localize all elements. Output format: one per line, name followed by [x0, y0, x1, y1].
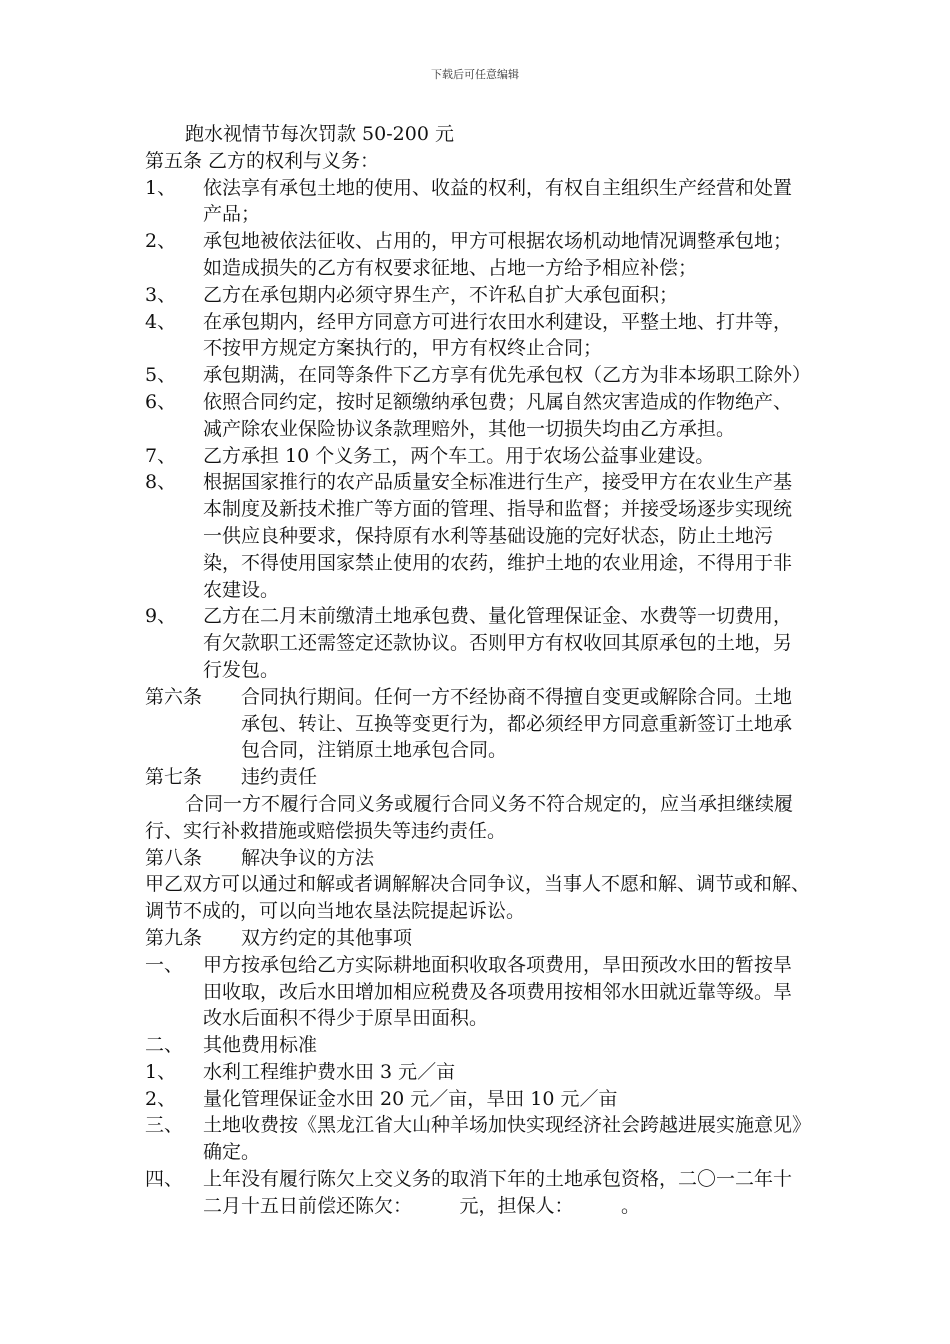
list-item: 7、 乙方承担 10 个义务工，两个车工。用于农场公益事业建设。	[145, 444, 715, 467]
article-9-title: 第九条 双方约定的其他事项	[145, 926, 413, 949]
list-item: 6、 依照合同约定，按时足额缴纳承包费；凡属自然灾害造成的作物绝产、减产除农业保险协议条款理赔外，其他一切损失均由乙方承担。	[145, 390, 793, 440]
list-item: 四、 上年没有履行陈欠上交义务的取消下年的土地承包资格，二〇一二年十二月十五日前偿还陈欠： 元，担保人： 。	[145, 1168, 793, 1217]
article-8-body: 甲乙双方可以通过和解或者调解解决合同争议，当事人不愿和解、调节或和解、调节不成的，可以向当地农垦法院提起诉讼。	[145, 873, 811, 923]
article-6: 第六条 合同执行期间。任何一方不经协商不得擅自变更或解除合同。土地承包、转让、互换等变更行为，都必须经甲方同意重新签订土地承包合同，注销原土地承包合同。	[145, 685, 793, 762]
article-8-title: 第八条 解决争议的方法	[145, 846, 375, 869]
list-item: 4、 在承包期内，经甲方同意方可进行农田水利建设，平整土地、打井等，不按甲方规定方案执行的，甲方有权终止合同；	[145, 310, 793, 360]
contract-text	[145, 121, 810, 1220]
article-5-title: 第五条 乙方的权利与义务：	[145, 149, 380, 172]
list-item: 2、 量化管理保证金水田 20 元／亩，旱田 10 元／亩	[145, 1087, 618, 1110]
list-item: 3、 乙方在承包期内必须守界生产，不许私自扩大承包面积；	[145, 283, 679, 306]
list-item: 2、 承包地被依法征收、占用的，甲方可根据农场机动地情况调整承包地；如造成损失的乙方有权要求征地、占地一方给予相应补偿；	[145, 230, 793, 279]
list-item: 8、 根据国家推行的农产品质量安全标准进行生产，接受甲方在农业生产基本制度及新技术推广等方面的管理、指导和监督；并接受场逐步实现统一供应良种要求，保持原有水利等基础设施的完好状态，防止土地污染，不得使用国家禁止使用的农药，维护土地的农业用途，不得用于非农建设。	[145, 471, 793, 601]
page-header-note: 下载后可任意编辑	[431, 68, 519, 81]
article-7-title: 第七条 违约责任	[145, 766, 318, 789]
list-item: 三、 土地收费按《黑龙江省大山种羊场加快实现经济社会跨越进展实施意见》确定。	[145, 1114, 802, 1164]
article-7-body: 合同一方不履行合同义务或履行合同义务不符合规定的，应当承担继续履行、实行补救措施或赔偿损失等违约责任。	[145, 792, 794, 842]
list-item: 二、 其他费用标准	[145, 1034, 318, 1057]
list-item: 一、 甲方按承包给乙方实际耕地面积收取各项费用，旱田预改水田的暂按旱田收取，改后水田增加相应税费及各项费用按相邻水田就近靠等级。旱改水后面积不得少于原旱田面积。	[145, 953, 793, 1030]
list-item: 1、 依法享有承包土地的使用、收益的权利，有权自主组织生产经营和处置产品；	[145, 176, 793, 226]
list-item: 1、 水利工程维护费水田 3 元／亩	[145, 1060, 456, 1083]
list-item: 9、 乙方在二月末前缴清土地承包费、量化管理保证金、水费等一切费用，有欠款职工还需签定还款协议。否则甲方有权收回其原承包的土地，另行发包。	[145, 605, 793, 681]
list-item: 5、 承包期满，在同等条件下乙方享有优先承包权（乙方为非本场职工除外）	[145, 364, 812, 387]
penalty-line: 跑水视情节每次罚款 50-200 元	[185, 123, 454, 145]
